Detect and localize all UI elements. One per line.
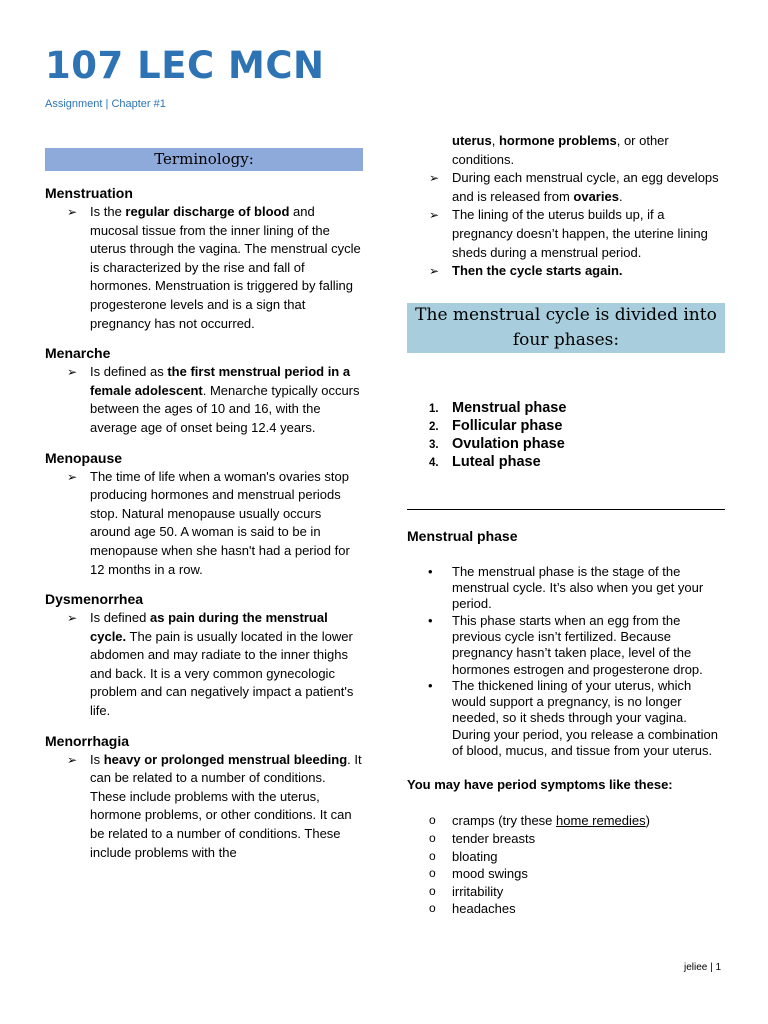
phases-heading-band: The menstrual cycle is divided into four phases: (407, 303, 725, 353)
phase-number: 2. (429, 420, 439, 433)
terms-list (45, 185, 363, 862)
circle-bullet-icon: o (429, 866, 436, 881)
symptom-text: tender breasts (452, 830, 536, 846)
document-title: 107 LEC MCN (45, 44, 325, 87)
list-item (407, 262, 725, 281)
symptom-text: cramps (try these (452, 813, 557, 829)
phase-label: Ovulation phase (452, 435, 565, 452)
home-remedies-link[interactable]: home remedies (556, 813, 646, 829)
symptom-item (407, 812, 725, 830)
arrow-bullet-icon: ➢ (429, 208, 440, 223)
term-heading: Menarche (45, 345, 111, 362)
symptom-item (407, 830, 725, 848)
symptom-text: mood swings (452, 866, 528, 882)
term-definition-list (45, 609, 363, 721)
list-item (45, 751, 363, 863)
symptom-text: headaches (452, 901, 516, 917)
arrow-bullet-icon: ➢ (429, 264, 440, 279)
phase-number: 4. (429, 456, 439, 469)
list-item (407, 613, 725, 678)
list-item (407, 169, 725, 206)
symptom-text: bloating (452, 848, 498, 864)
list-item (407, 678, 725, 759)
text-run: Is (90, 751, 104, 767)
arrow-bullet-icon: ➢ (67, 611, 78, 626)
circle-bullet-icon: o (429, 813, 436, 828)
term-heading: Menopause (45, 449, 123, 466)
text-run: Is the (90, 204, 126, 219)
text-run: and mucosal tissue from the inner lining of the uterus through the vagina. The menstrual cycle is characterized by the rise and fall of hormones. Menstruation is triggered by falling progesterone levels and is a sign that pregnancy has not occurred. (90, 204, 361, 331)
term-definition-list (45, 468, 363, 580)
bullet-icon: • (428, 612, 433, 628)
arrow-bullet-icon: ➢ (67, 365, 78, 380)
text-run: The lining of the uterus builds up, if a pregnancy doesn’t happen, the uterine lining sheds during a menstrual period. (452, 207, 708, 260)
list-item (45, 609, 363, 721)
bold-text: regular discharge of blood (125, 204, 290, 219)
bold-text: Then the cycle starts again. (452, 263, 623, 279)
terminology-heading-band: Terminology: (45, 148, 363, 171)
text-run: Is defined (90, 610, 150, 626)
list-item (407, 132, 725, 169)
text-run: During each menstrual cycle, an egg develops and is released from (452, 170, 719, 204)
bullet-text: The menstrual phase is the stage of the menstrual cycle. It’s also when you get your period. (452, 563, 704, 612)
menstrual-phase-bullets (407, 564, 725, 760)
phase-item (407, 399, 725, 417)
phase-item (407, 435, 725, 453)
phases-list (407, 399, 725, 471)
symptom-item (407, 848, 725, 866)
symptom-text: ) (645, 813, 650, 829)
phase-item (407, 453, 725, 471)
list-item (407, 206, 725, 262)
page-footer: jeliee | 1 (684, 962, 722, 973)
arrow-bullet-icon: ➢ (67, 205, 78, 219)
text-run: Is defined as (90, 364, 168, 380)
continued-list (407, 132, 725, 169)
list-item (45, 363, 363, 437)
document-subtitle: Assignment | Chapter #1 (45, 98, 166, 110)
bullet-icon: • (428, 563, 433, 579)
bold-text: heavy or prolonged menstrual bleeding (103, 751, 348, 767)
circle-bullet-icon: o (429, 848, 436, 863)
phase-number: 1. (429, 402, 439, 415)
text-run: . It can be related to a number of conditions. These include problems with the uterus, hormone problems, or other conditions. It can be related to a number of conditions. These include problems with the (90, 751, 362, 860)
term-heading: Dysmenorrhea (45, 591, 144, 608)
bold-text: uterus (452, 133, 492, 148)
symptom-text: irritability (452, 883, 504, 899)
cycle-list (407, 169, 725, 281)
bold-text: ovaries (573, 188, 619, 204)
bold-text: the first menstrual period in a female adolescent (90, 364, 351, 398)
text-run: . Menarche typically occurs between the ages of 10 and 16, with the average age of onset being 12.4 years. (90, 382, 360, 435)
term-definition-list (45, 203, 363, 333)
term-heading: Menstruation (45, 185, 133, 201)
text-run: The pain is usually located in the lower abdomen and may radiate to the inner thighs and back. It is a very common gynecologic problem and can negatively impact a patient's life. (90, 628, 354, 719)
phase-label: Menstrual phase (452, 399, 567, 416)
term-definition-list (45, 363, 363, 437)
list-item (407, 564, 725, 613)
list-item (45, 203, 363, 333)
bold-text: hormone problems (498, 133, 617, 148)
bullet-text: This phase starts when an egg from the previous cycle isn’t fertilized. Because pregnancy hasn’t taken place, level of the hormones estrogen and progesterone drop. (452, 612, 703, 677)
phase-item (407, 417, 725, 435)
phase-label: Luteal phase (452, 453, 541, 470)
term-definition-list (45, 751, 363, 863)
menstrual-phase-heading: Menstrual phase (407, 527, 518, 544)
symptoms-intro: You may have period symptoms like these: (407, 777, 673, 793)
arrow-bullet-icon: ➢ (67, 469, 78, 484)
symptom-item (407, 883, 725, 901)
term-heading: Menorrhagia (45, 732, 130, 749)
arrow-bullet-icon: ➢ (67, 752, 78, 767)
bullet-icon: • (428, 677, 433, 693)
symptoms-list (407, 812, 725, 918)
divider (407, 509, 725, 510)
text-run: The time of life when a woman's ovaries stop producing hormones and menstrual periods stop. Natural menopause usually occurs around age 50. A woman is said to be in menopause when she hasn't had a period for 12 months in a row. (90, 468, 350, 577)
circle-bullet-icon: o (429, 830, 436, 845)
right-column (407, 132, 725, 918)
bullet-text: The thickened lining of your uterus, which would support a pregnancy, is no longer needed, so it sheds through your vagina. During your period, you release a combination of blood, mucus, and tissue from your uterus. (452, 677, 718, 759)
symptom-item (407, 900, 725, 918)
circle-bullet-icon: o (429, 901, 436, 916)
text-run: , or other conditions. (452, 133, 669, 167)
arrow-bullet-icon: ➢ (429, 171, 440, 186)
text-run: . (618, 188, 623, 204)
phase-label: Follicular phase (452, 417, 563, 434)
phase-number: 3. (429, 438, 439, 451)
list-item (45, 468, 363, 580)
symptom-item (407, 865, 725, 883)
circle-bullet-icon: o (429, 883, 436, 898)
left-column (45, 148, 363, 862)
bold-text: as pain during the menstrual cycle. (90, 610, 328, 644)
text-run: , (491, 133, 499, 148)
